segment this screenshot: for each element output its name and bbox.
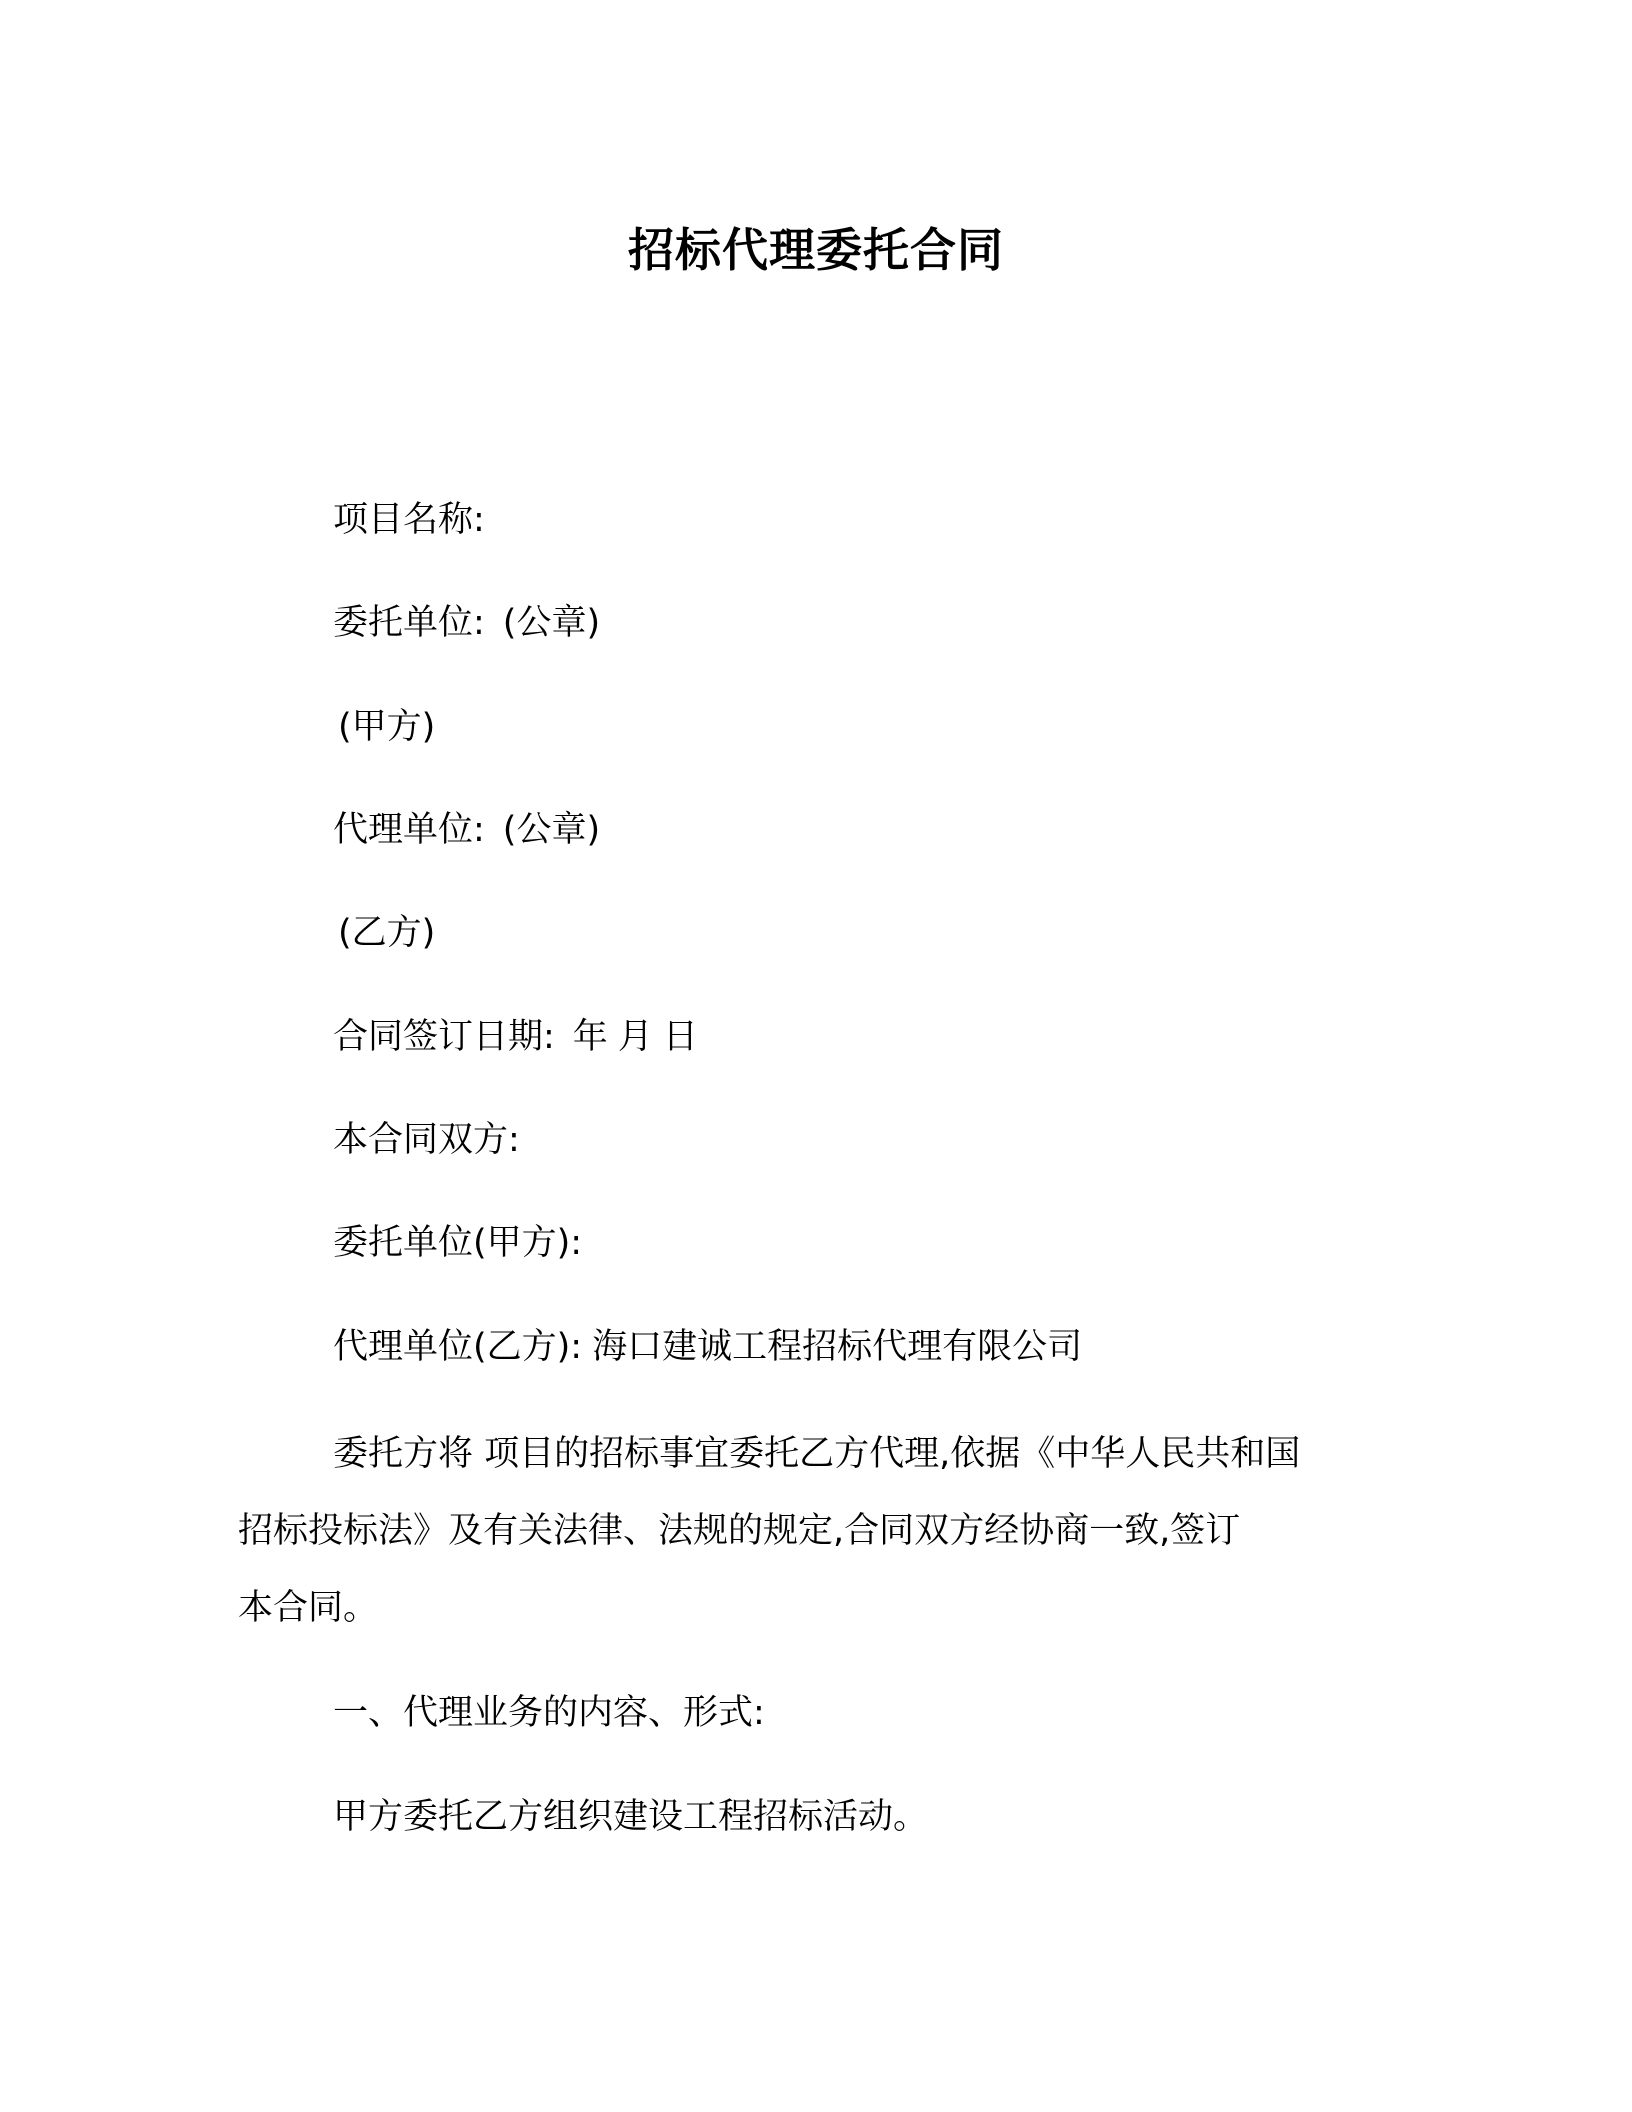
section-1-content bbox=[333, 1792, 928, 1842]
document-title: 招标代理委托合同 bbox=[628, 223, 1004, 277]
intro-paragraph-line-1: 委托方将 项目的招标事宜委托乙方代理,依据《中华人民共和国 bbox=[333, 1434, 1301, 1474]
intro-paragraph-line-2: 招标投标法》及有关法律、法规的规定,合同双方经协商一致,签订 bbox=[238, 1511, 1241, 1551]
agent-party-b-line bbox=[333, 1322, 1082, 1372]
party-b-text: (乙方) bbox=[338, 913, 436, 953]
sign-date-year: 年 bbox=[572, 1017, 608, 1057]
party-a-line bbox=[338, 702, 435, 752]
agent-unit-line bbox=[333, 805, 600, 855]
client-unit-line bbox=[333, 598, 600, 648]
sign-date-month: 月 bbox=[617, 1017, 653, 1057]
project-name-label: 项目名称: bbox=[333, 500, 485, 540]
client-party-a-line bbox=[333, 1218, 582, 1268]
agent-company-name: 海口建诚工程招标代理有限公司 bbox=[592, 1327, 1083, 1367]
agent-seal-text: (公章) bbox=[502, 810, 601, 850]
section-1-heading-text: 一、代理业务的内容、形式: bbox=[333, 1693, 765, 1733]
intro-paragraph-line-3: 本合同。 bbox=[238, 1588, 379, 1628]
party-b-line bbox=[338, 908, 435, 958]
agent-unit-label: 代理单位: bbox=[333, 810, 485, 850]
section-1-content-text: 甲方委托乙方组织建设工程招标活动。 bbox=[333, 1797, 929, 1837]
project-name-line bbox=[333, 495, 485, 545]
sign-date-line bbox=[333, 1012, 698, 1062]
both-parties-label: 本合同双方: bbox=[333, 1120, 520, 1160]
intro-paragraph bbox=[238, 1416, 1398, 1647]
sign-date-day: 日 bbox=[662, 1017, 698, 1057]
sign-date-label: 合同签订日期: bbox=[333, 1017, 555, 1057]
client-party-a-label: 委托单位(甲方): bbox=[333, 1223, 583, 1263]
party-a-text: (甲方) bbox=[338, 707, 436, 747]
both-parties-line bbox=[333, 1115, 520, 1165]
client-seal-text: (公章) bbox=[502, 603, 601, 643]
agent-party-b-label: 代理单位(乙方): bbox=[333, 1327, 583, 1367]
client-unit-label: 委托单位: bbox=[333, 603, 485, 643]
section-1-heading bbox=[333, 1688, 765, 1738]
